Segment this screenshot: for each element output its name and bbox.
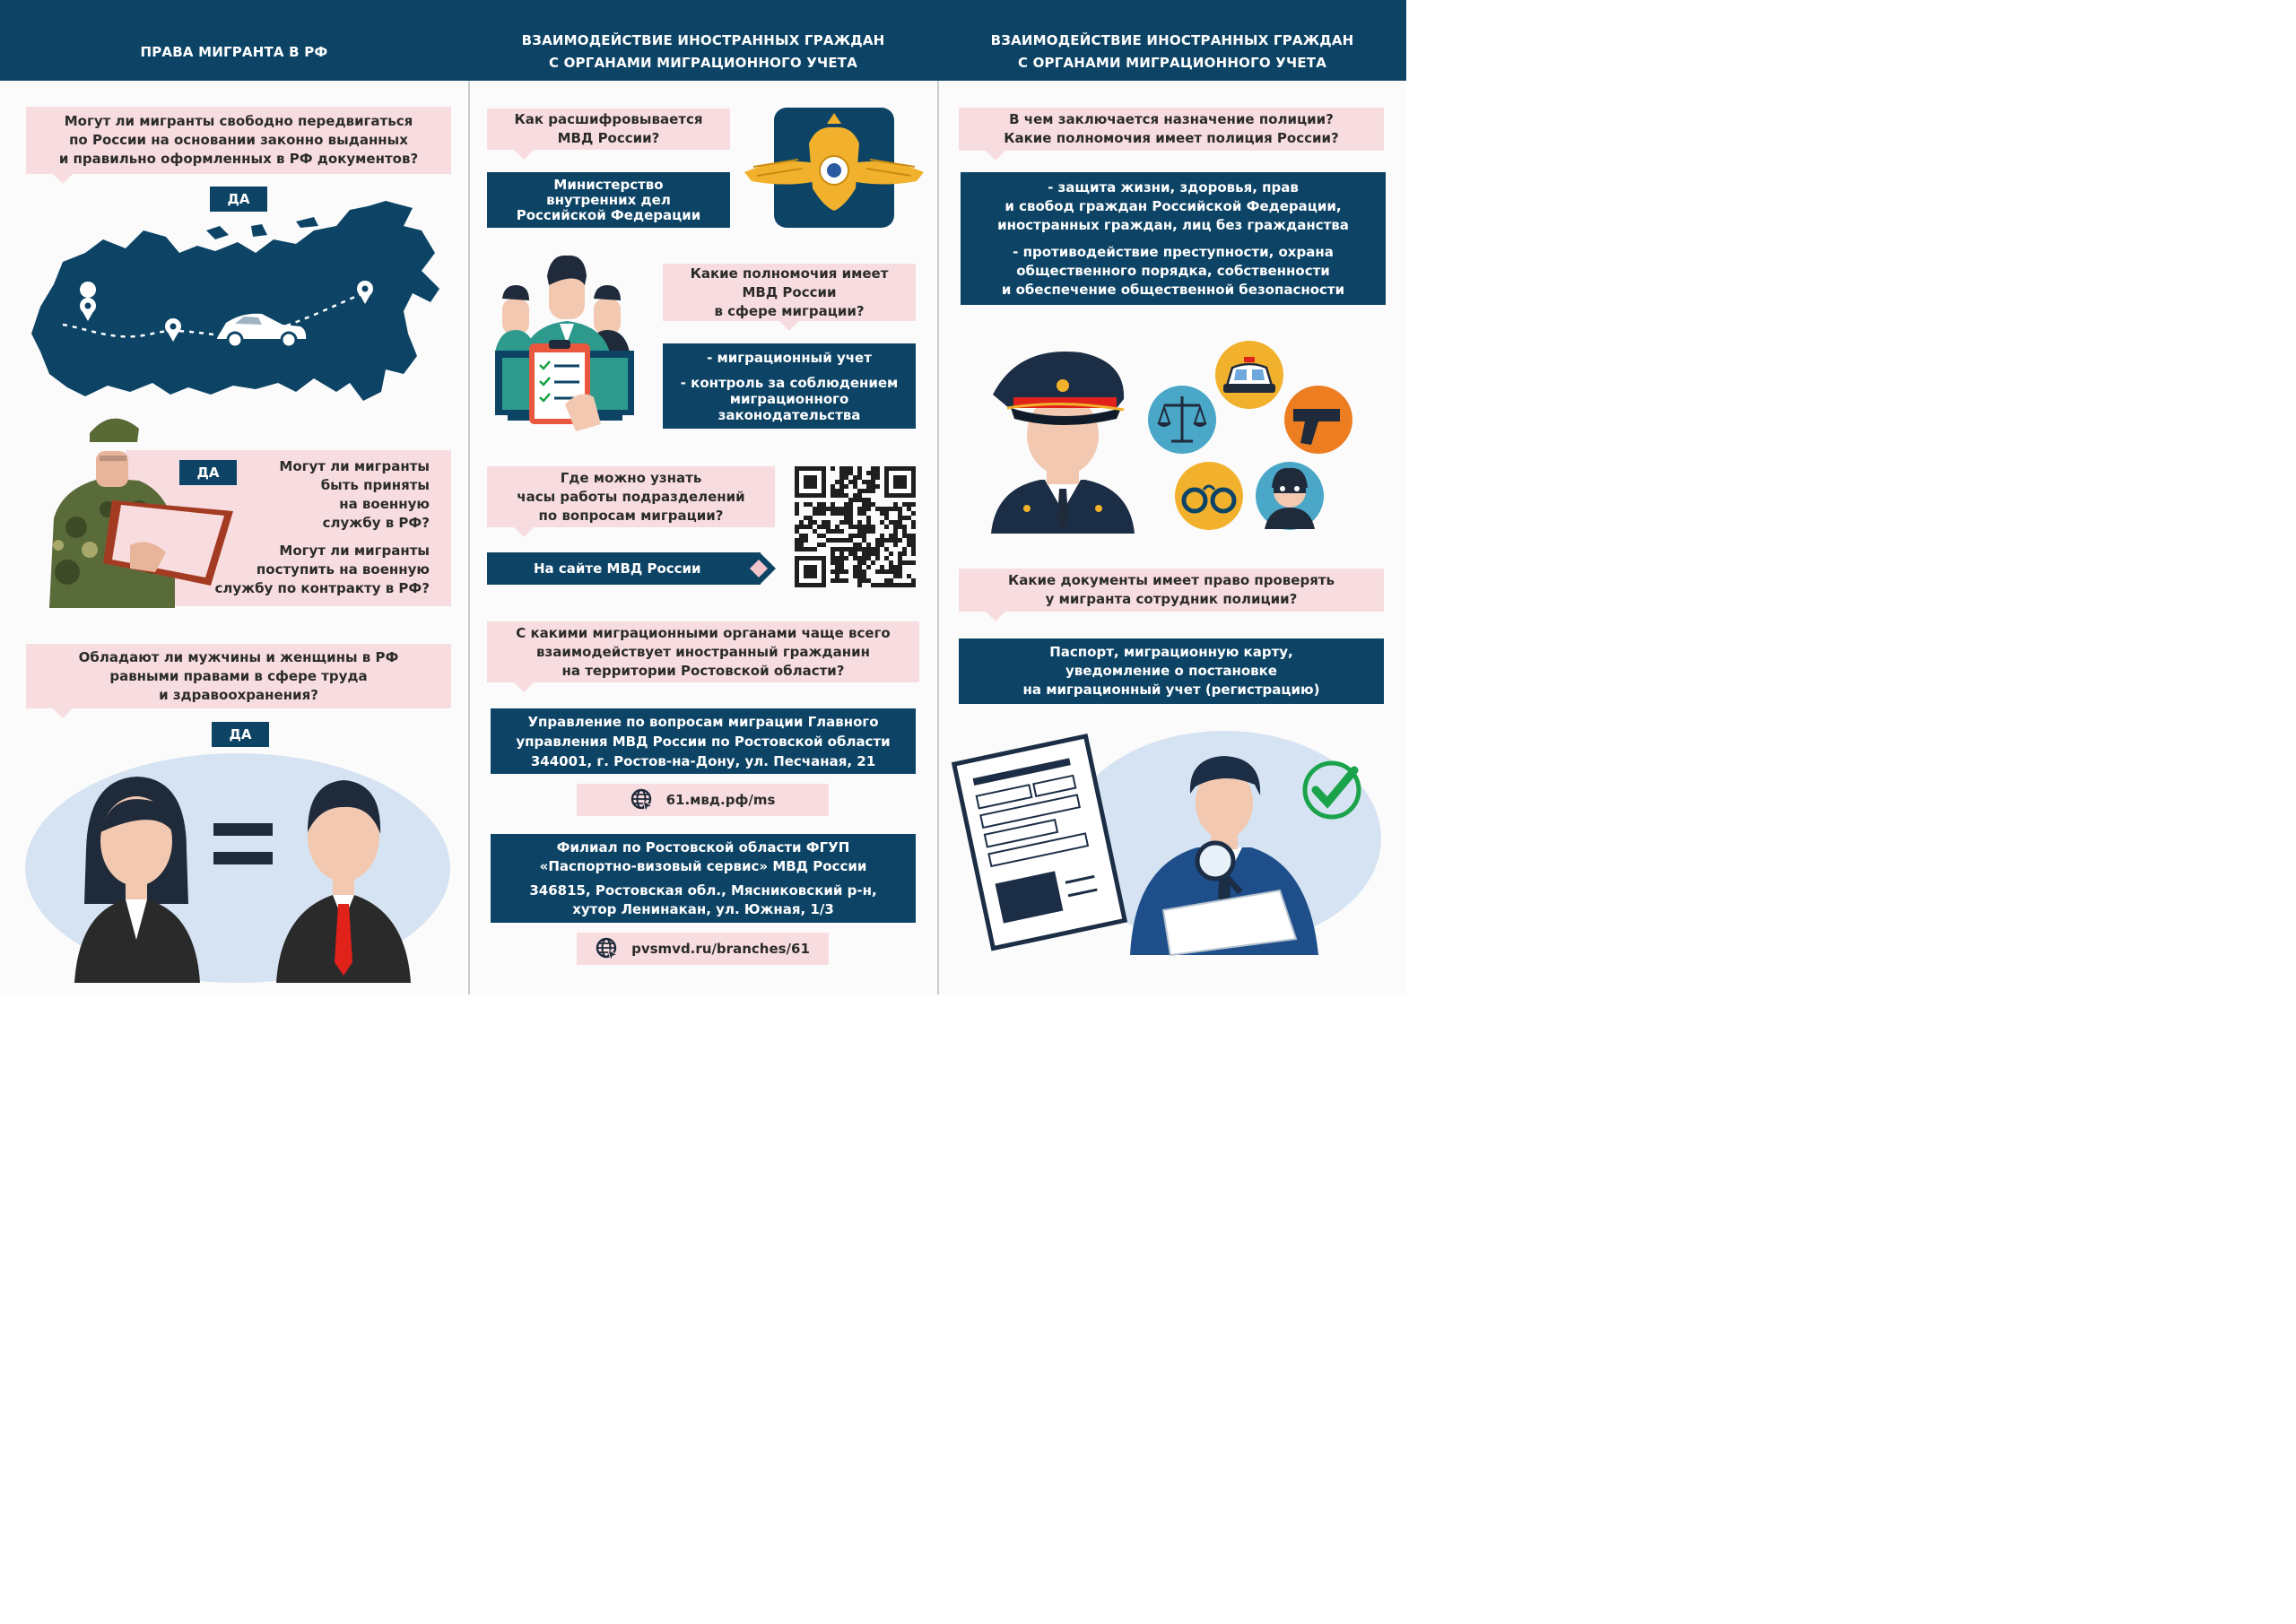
answer-mvd-abbr: Министерство внутренних дел Российской Федерации [487, 172, 730, 228]
divider [937, 81, 939, 994]
qr-code-icon[interactable] [795, 466, 916, 587]
answer-yes-badge: ДА [179, 460, 237, 485]
col3-title: ВЗАИМОДЕЙСТВИЕ ИНОСТРАННЫХ ГРАЖДАН С ОРГАНАМИ МИГРАЦИОННОГО УЧЕТА [990, 32, 1354, 71]
question-free-movement: Могут ли мигранты свободно передвигаться по России на основании законно выданных и правильно оформленных в РФ документов? [26, 107, 451, 174]
question-military-service: Могут ли мигранты быть приняты на военную службу в РФ? Могут ли мигранты поступить на военную службу по контракту в РФ? [126, 450, 451, 606]
answer-yes-badge: ДА [212, 722, 269, 747]
diamond-icon [750, 560, 768, 578]
answer-documents-check: Паспорт, миграционную карту, уведомление о постановке на миграционный учет (регистрацию) [959, 638, 1384, 704]
question-working-hours: Где можно узнать часы работы подразделений по вопросам миграции? [487, 466, 775, 527]
document-form-icon [954, 736, 1125, 949]
col1-title: ПРАВА МИГРАНТА В РФ [140, 44, 328, 60]
question-equal-rights: Обладают ли мужчины и женщины в РФ равными правами в сфере труда и здравоохранения? [26, 644, 451, 708]
scales-icon [1148, 386, 1216, 454]
gun-icon [1284, 386, 1352, 454]
police-officer-icon [991, 345, 1135, 534]
equality-illustration [25, 751, 451, 985]
answer-yes-badge: ДА [210, 187, 267, 212]
police-duties-icons [1148, 341, 1354, 534]
mvd-website-button[interactable]: На сайте МВД России [487, 552, 761, 585]
handcuffs-icon [1175, 462, 1243, 530]
question-migration-authorities: С какими миграционными органами чаще всего взаимодействует иностранный гражданин на территории Ростовской области? [487, 621, 919, 682]
answer-mvd-powers: - миграционный учет - контроль за соблюдением миграционного законодательства [663, 343, 916, 429]
question-police-purpose: В чем заключается назначение полиции? Какие полномочия имеет полиция России? [959, 108, 1384, 151]
officials-group-icon [495, 254, 639, 433]
globe-cursor-icon [631, 788, 654, 812]
thief-icon [1256, 462, 1324, 530]
col2-title: ВЗАИМОДЕЙСТВИЕ ИНОСТРАННЫХ ГРАЖДАН С ОРГАНАМИ МИГРАЦИОННОГО УЧЕТА [521, 32, 885, 71]
org-passport-visa-service: Филиал по Ростовской области ФГУП «Паспортно-визовый сервис» МВД России 346815, Ростовская обл., Мясниковский р-н, хутор Ленинакан, ул. Южная, 1/3 [491, 834, 916, 923]
org-migration-department: Управление по вопросам миграции Главного управления МВД России по Ростовской области 344001, г. Ростов-на-Дону, ул. Песчаная, 21 [491, 708, 916, 774]
globe-cursor-icon [596, 937, 619, 960]
divider [468, 81, 470, 994]
question-mvd-abbr: Как расшифровывается МВД России? [487, 109, 730, 150]
soldier-icon [40, 402, 265, 608]
document-inspection-illustration [955, 731, 1386, 955]
police-car-icon [1215, 341, 1283, 409]
russia-map-icon [27, 199, 448, 423]
mvd-emblem-icon [744, 108, 924, 229]
link-61-mvd[interactable]: 61.мвд.рф/ms [577, 784, 829, 816]
question-documents-check: Какие документы имеет право проверять у мигранта сотрудник полиции? [959, 569, 1384, 612]
question-mvd-powers: Какие полномочия имеет МВД России в сфере миграции? [663, 264, 916, 321]
link-pvsmvd[interactable]: pvsmvd.ru/branches/61 [577, 933, 829, 965]
answer-police-powers: - защита жизни, здоровья, прав и свобод граждан Российской Федерации, иностранных граждан, лиц без гражданства - противодействие преступности, охрана общественного порядка, собственности и обеспечение общественной безопасности [961, 172, 1386, 305]
